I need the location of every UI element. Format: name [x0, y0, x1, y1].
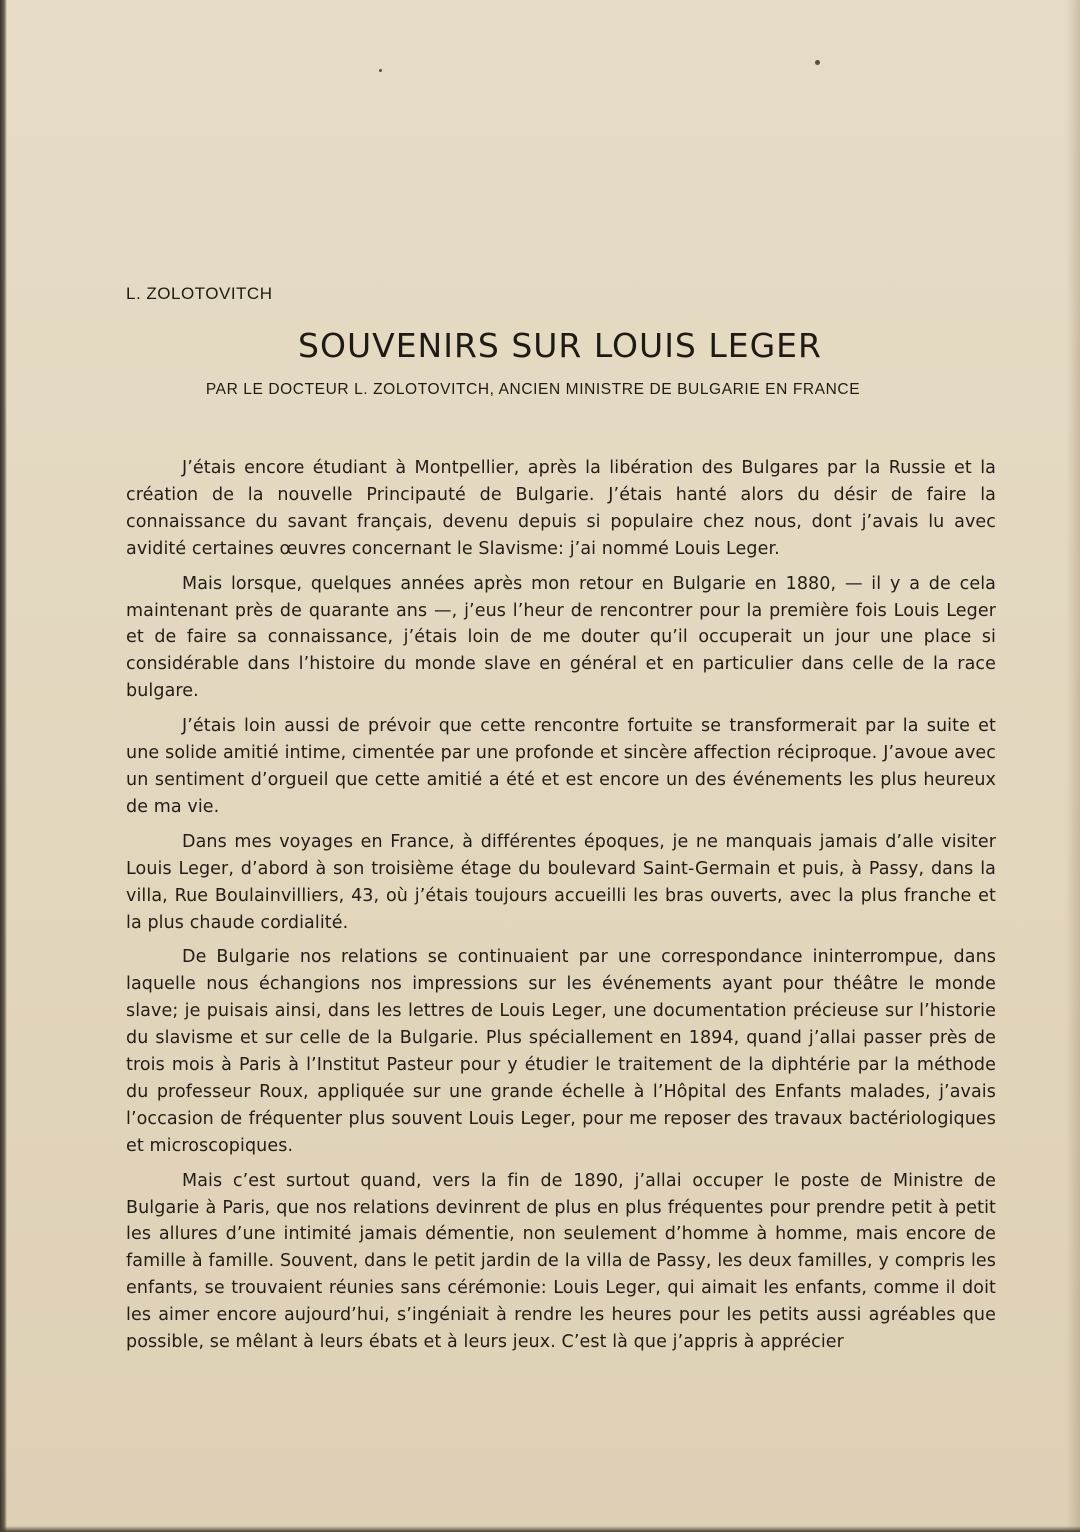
- paragraph: Mais c’est surtout quand, vers la fin de 1890, j’allai occuper le poste de Ministre de Bulgarie à Paris, que nos relations devinrent de plus en plus fréquentes pour prendre petit à petit les allures d’une intimité jamais démentie, non seulement d’homme à homme, mais encore de famille à famille. Souvent, dans le petit jardin de la villa de Passy, les deux familles, y compris les enfants, se trouvaient réunies sans cérémonie: Louis Leger, qui aimait les enfants, comme il doit les aimer encore aujourd’hui, s’ingéniait à rendre les heures pour les petits aussi agréables que possible, se mêlant à leurs ébats et à leurs jeux. C’est là que j’appris à apprécier: [126, 1170, 996, 1353]
- article-body: [126, 455, 996, 1356]
- page-bottom-edge: [0, 1526, 1080, 1532]
- paragraph: J’étais loin aussi de prévoir que cette rencontre fortuite se transformerait par la suite et une solide amitié intime, cimentée par une profonde et sincère affection réciproque. J’avoue avec un sentiment d’orgueil que cette amitié a été et est encore un des événements les plus heureux de ma vie.: [126, 716, 996, 817]
- ink-speck: [379, 69, 382, 72]
- paragraph: Dans mes voyages en France, à différentes époques, je ne manquais jamais d’alle visiter Louis Leger, d’abord à son troisième étage du boulevard Saint-Germain et puis, à Passy, dans la villa, Rue Boulainvilliers, 43, où j’étais toujours accueilli les bras ouverts, avec la plus franche et la plus chaude cordialité.: [126, 831, 996, 933]
- article-subtitle: PAR LE DOCTEUR L. ZOLOTOVITCH, ANCIEN MINISTRE DE BULGARIE EN FRANCE: [205, 381, 861, 398]
- paragraph: Mais lorsque, quelques années après mon retour en Bulgarie en 1880, — il y a de cela maintenant près de quarante ans —, j’eus l’heur de rencontrer pour la première fois Louis Leger et de faire sa connaissance, j’étais loin de me douter qu’il occuperait un jour une place si considérable dans l’histoire du monde slave en général et en particulier dans celle de la race bulgare.: [126, 573, 996, 702]
- ink-speck: [815, 60, 820, 65]
- paragraph: J’étais encore étudiant à Montpellier, après la libération des Bulgares par la Russie et la création de la nouvelle Principauté de Bulgarie. J’étais hanté alors du désir de faire la connaissance du savant français, devenu depuis si populaire chez nous, dont j’avais lu avec avidité certaines œuvres concernant le Slavisme: j’ai nommé Louis Leger.: [126, 458, 996, 559]
- article-title: SOUVENIRS SUR LOUIS LEGER: [298, 326, 822, 365]
- author-line: L. ZOLOTOVITCH: [126, 284, 273, 303]
- paragraph: De Bulgarie nos relations se continuaient par une correspondance ininterrompue, dans laquelle nous échangions nos impressions sur les événements ayant pour théâtre le monde slave; je puisais ainsi, dans les lettres de Louis Leger, une documentation précieuse sur l’historie du slavisme et sur celle de la Bulgarie. Plus spéciallement en 1894, quand j’allai passer près de trois mois à Paris à l’Institut Pasteur pour y étudier le traitement de la diphtérie par la méthode du professeur Roux, appliquée sur une grande échelle à l’Hôpital des Enfants malades, j’avais l’occasion de fréquenter plus souvent Louis Leger, pour me reposer des travaux bactériologiques et microscopiques.: [126, 947, 996, 1156]
- page-left-edge: [0, 0, 7, 1532]
- page-right-shade: [1066, 0, 1080, 1532]
